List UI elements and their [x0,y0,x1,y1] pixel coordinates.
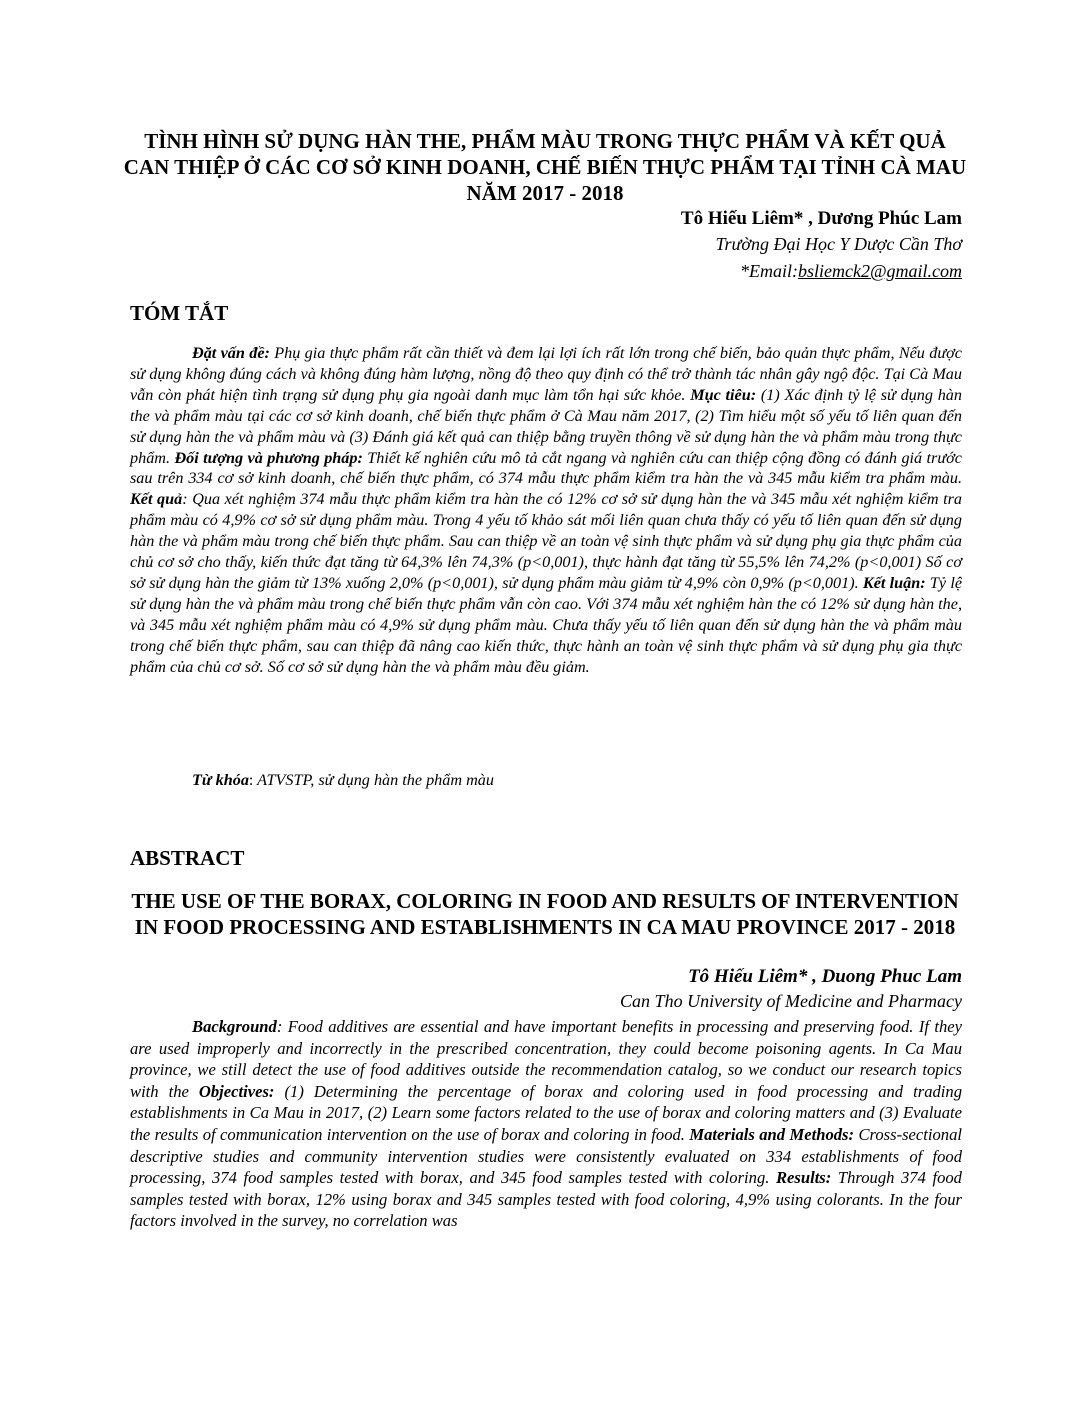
english-affiliation: Can Tho University of Medicine and Pharmacy [620,991,962,1011]
vietnamese-title: TÌNH HÌNH SỬ DỤNG HÀN THE, PHẨM MÀU TRONG THỰC PHẨM VÀ KẾT QUẢ CAN THIỆP Ở CÁC CƠ SỞ KINH DOANH, CHẾ BIẾN THỰC PHẨM TẠI TỈNH CÀ MAU NĂM 2017 - 2018 [123,129,967,205]
vn-label-methods: Đối tượng và phương pháp: [174,448,363,467]
vietnamese-affiliation: Trường Đại Học Y Dược Cần Thơ [715,234,962,254]
en-label-methods: Materials and Methods: [689,1124,855,1144]
author-email [740,261,962,282]
english-abstract-body [130,1016,962,1232]
vn-label-objectives: Mục tiêu: [690,385,757,404]
en-text-background: : Food additives are essential and have important benefits in processing and preserving food. If they are used improperly and incorrectly in the prescribed concentration, they could become poisoning agents. In Ca Mau province, we still detect the use of food additives outside the recommendation catalog, so we conduct our research topics with the [130,1017,962,1101]
english-title: THE USE OF THE BORAX, COLORING IN FOOD AND RESULTS OF INTERVENTION IN FOOD PROCESSING AND ESTABLISHMENTS IN CA MAU PROVINCE 2017 - 2018 [131,889,959,939]
email-prefix: *Email: [739,261,798,281]
vn-text-background: Phụ gia thực phẩm rất cần thiết và đem lại lợi ích rất lớn trong chế biến, bảo quản thực phẩm, Nếu được sử dụng không đúng cách và không đúng hàm lượng, nồng độ theo quy định có thể trở thành tác nhân gây ngộ độc. Tại Cà Mau vẫn còn phát hiện tình trạng sử dụng phụ gia ngoài danh mục làm tổn hại sức khỏe. [130,344,962,404]
keywords-label: Từ khóa [192,771,249,789]
vn-text-conclusion: Tỷ lệ sử dụng hàn the và phẩm màu trong chế biến thực phẩm vẫn còn cao. Với 374 mẫu xét nghiệm hàn the có 12% sử dụng hàn the, và 345 mẫu xét nghiệm phẩm màu có 4,9% sử dụng phẩm màu. Chưa thấy yếu tố liên quan đến sử dụng hàn the và phẩm màu trong chế biến thực phẩm, sau can thiệp đã nâng cao kiến thức, thực hành an toàn vệ sinh thực phẩm và sử dụng phụ gia thực phẩm của chủ cơ sở. Số cơ sở sử dụng hàn the và phẩm màu đều giảm. [130,573,963,676]
en-label-results: Results: [775,1168,832,1188]
vietnamese-abstract-heading: TÓM TẮT [130,301,229,325]
en-label-objectives: Objectives: [198,1081,275,1101]
en-text-methods: Cross-sectional descriptive studies and community intervention studies were consistently evaluated on 334 establishments of food processing, 374 food samples tested with borax, and 345 food samples tested with coloring. [130,1124,963,1188]
english-abstract-heading: ABSTRACT [130,846,245,870]
keywords-text: ATVSTP, sử dụng hàn the phẩm màu [253,771,494,789]
en-text-objectives: (1) Determining the percentage of borax and coloring used in food processing and trading establishments in Ca Mau in 2017, (2) Learn some factors related to the use of borax and coloring matters and (3) Evaluate the results of communication intervention on the use of borax and coloring in food. [130,1081,962,1144]
vn-text-methods: Thiết kế nghiên cứu mô tả cắt ngang và nghiên cứu can thiệp cộng đồng có đánh giá trước sau trên 334 cơ sở kinh doanh, chế biến thực phẩm, có 374 mẫu thực phẩm kiểm tra hàn the và 345 mẫu kiểm tra phẩm màu. [130,448,962,488]
email-link[interactable]: bsliemck2@gmail.com [797,261,962,281]
vietnamese-abstract-body [130,343,962,678]
vietnamese-keywords [192,771,494,790]
english-authors: Tô Hiếu Liêm* , Duong Phuc Lam [688,966,962,987]
keywords-colon: : [248,771,254,789]
en-label-background: Background [192,1017,277,1036]
vn-text-results: : Qua xét nghiệm 374 mẫu thực phẩm kiểm tra hàn the có 12% cơ sở sử dụng hàn the và 345 mẫu xét nghiệm kiểm tra phẩm màu có 4,9% cơ sở sử dụng phẩm màu. Trong 4 yếu tố khảo sát mối liên quan chưa thấy có yếu tố liên quan đến sử dụng hàn the và phẩm màu trong chế biến thực phẩm. Sau can thiệp về an toàn vệ sinh thực phẩm và sử dụng phụ gia thực phẩm của chủ cơ sở cho thấy, kiến thức đạt tăng từ 64,3% lên 74,3% (p<0,001), thực hành đạt tăng từ 55,5% lên 74,2% (p<0,001) Số cơ sở sử dụng hàn the giảm từ 13% xuống 2,0% (p<0,001), sử dụng phẩm màu giảm từ 4,9% còn 0,9% (p<0,001). [130,490,962,592]
vn-label-background: Đặt vấn đề: [192,344,270,362]
vn-text-objectives: (1) Xác định tỷ lệ sử dụng hàn the và phẩm màu tại các cơ sở kinh doanh, chế biến thực phẩm ở Cà Mau năm 2017, (2) Tìm hiểu một số yếu tố liên quan đến sử dụng hàn the và phẩm màu và (3) Đánh giá kết quả can thiệp bằng truyền thông về sử dụng hàn the và phẩm màu trong thực phẩm. [130,385,962,467]
vn-label-conclusion: Kết luận: [862,573,926,592]
vietnamese-authors: Tô Hiếu Liêm* , Dương Phúc Lam [680,208,962,229]
en-text-results: Through 374 food samples tested with borax, 12% using borax and 345 samples tested with food coloring, 4,9% using colorants. In the four factors involved in the survey, no correlation was [130,1168,962,1231]
vn-label-results: Kết quả [130,490,183,509]
